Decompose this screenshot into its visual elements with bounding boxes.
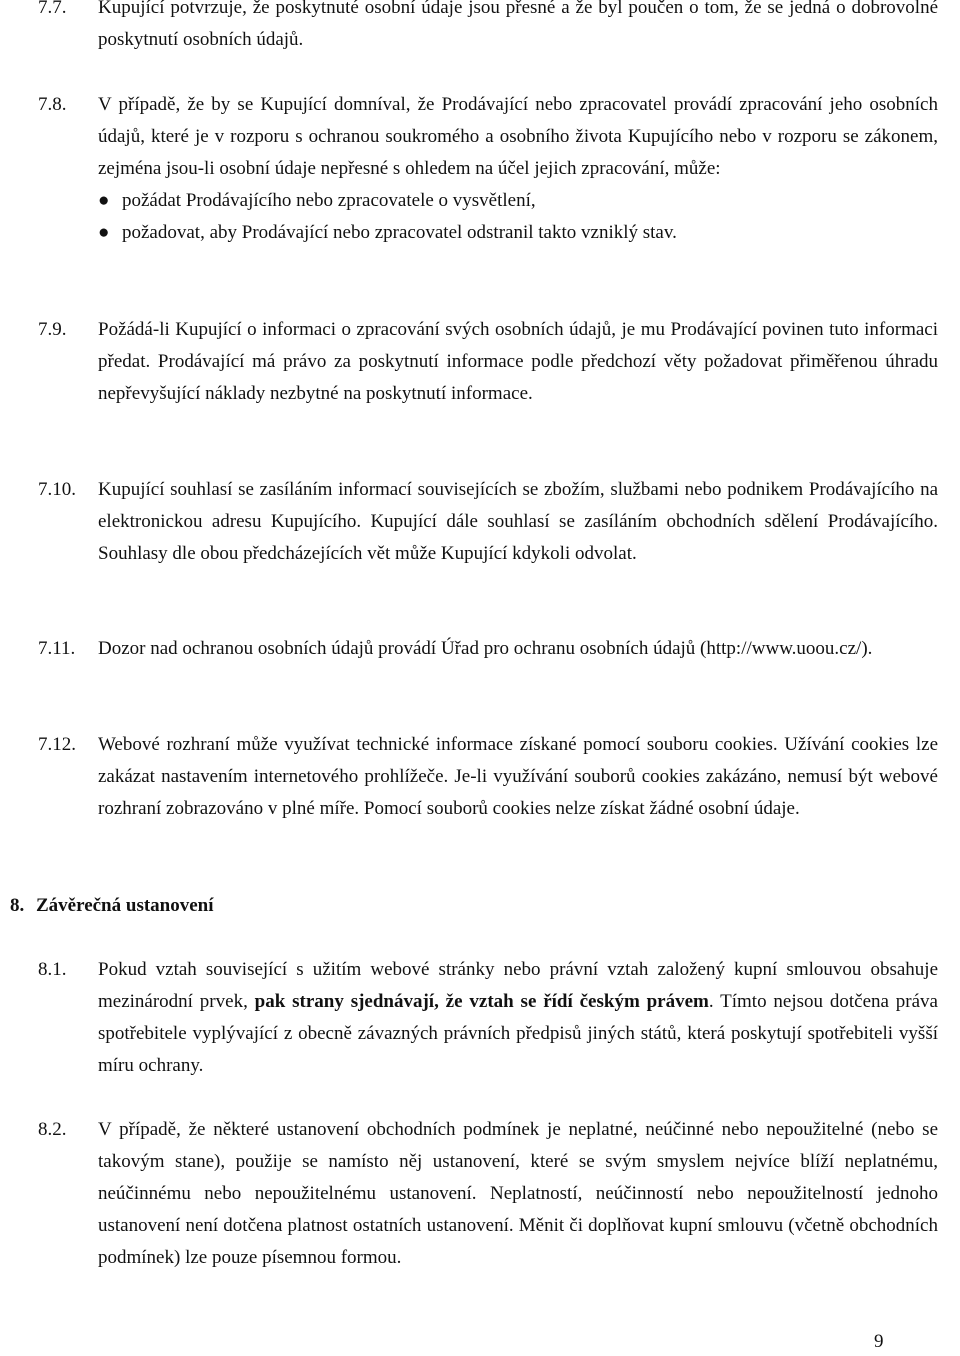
clause-number: 7.7.: [38, 0, 67, 18]
section-number: 8.: [10, 895, 25, 916]
clause-8-1: [38, 954, 938, 1082]
clause-number: 7.12.: [38, 734, 76, 755]
clause-7-7: [38, 0, 938, 56]
clause-7-11: [38, 633, 938, 665]
clause-text: Kupující potvrzuje, že poskytnuté osobní údaje jsou přesné a že byl poučen o tom, že se jedná o dobrovolné poskytnutí osobních údajů.: [98, 0, 938, 50]
clause-number: 8.1.: [38, 959, 67, 980]
bullet-icon: ●: [98, 222, 110, 243]
clause-text: Požádá-li Kupující o informaci o zpracování svých osobních údajů, je mu Prodávající povinen tuto informaci předat. Prodávající má právo za poskytnutí informace podle předchozí věty požadovat přiměřenou úhradu nepřevyšující náklady nezbytné na poskytnutí informace.: [98, 319, 938, 404]
clause-7-9: [38, 314, 938, 410]
clause-7-10: [38, 474, 938, 570]
clause-text: V případě, že by se Kupující domníval, že Prodávající nebo zpracovatel provádí zpracování jeho osobních údajů, které je v rozporu s ochranou soukromého a osobního života Kupujícího nebo v rozporu se zákonem, zejména jsou-li osobní údaje nepřesné s ohledem na účel jejich zpracování, může:: [98, 94, 938, 179]
clause-number: 7.10.: [38, 479, 76, 500]
clause-7-12: [38, 729, 938, 825]
clause-text: Dozor nad ochranou osobních údajů provádí Úřad pro ochranu osobních údajů (http://www.uoou.cz/).: [98, 638, 873, 659]
bullet-icon: ●: [98, 190, 110, 211]
list-item: [98, 185, 938, 217]
page-number: 9: [874, 1331, 884, 1352]
clause-text-bold: pak strany sjednávají, že vztah se řídí českým právem: [254, 991, 709, 1012]
clause-text-part: . Tímto nejsou dotčena práva spotřebitele vyplývající z obecně závazných právních předpisů jiných států, která poskytují spotřebiteli vyšší míru ochrany.: [98, 991, 938, 1076]
clause-text: Kupující souhlasí se zasíláním informací souvisejících se zbožím, službami nebo podnikem Prodávajícího na elektronickou adresu Kupujícího. Kupující dále souhlasí se zasíláním obchodních sdělení Prodávajícího. Souhlasy dle obou předcházejících vět může Kupující kdykoli odvolat.: [98, 479, 938, 564]
clause-text-part: Pokud vztah související s užitím webové stránky nebo právní vztah založený kupní smlouvou obsahuje mezinárodní prvek,: [98, 959, 938, 1012]
clause-number: 7.11.: [38, 638, 76, 659]
clause-text: [98, 954, 938, 1082]
section-title: Závěrečná ustanovení: [36, 895, 214, 916]
clause-number: 7.8.: [38, 94, 67, 115]
list-item: [98, 217, 938, 249]
clause-8-2: [38, 1114, 938, 1274]
clause-number: 7.9.: [38, 319, 67, 340]
clause-text: Webové rozhraní může využívat technické informace získané pomocí souboru cookies. Užívání cookies lze zakázat nastavením internetového prohlížeče. Je-li využívání souborů cookies zakázáno, nemusí být webové rozhraní zobrazováno v plné míře. Pomocí souborů cookies nelze získat žádné osobní údaje.: [98, 734, 938, 819]
clause-7-8: [38, 89, 938, 249]
section-heading: [10, 890, 214, 922]
list-item-text: požádat Prodávajícího nebo zpracovatele o vysvětlení,: [122, 190, 536, 211]
clause-number: 8.2.: [38, 1119, 67, 1140]
list-item-text: požadovat, aby Prodávající nebo zpracovatel odstranil takto vzniklý stav.: [122, 222, 677, 243]
clause-text: V případě, že některé ustanovení obchodních podmínek je neplatné, neúčinné nebo nepoužitelné (nebo se takovým stane), použije se namísto něj ustanovení, které se svým smyslem nejvíce blíží neplatnému, neúčinnému nebo nepoužitelnému ustanovení. Neplatností, neúčinností nebo nepoužitelností jednoho ustanovení není dotčena platnost ostatních ustanovení. Měnit či doplňovat kupní smlouvu (včetně obchodních podmínek) lze pouze písemnou formou.: [98, 1119, 938, 1268]
